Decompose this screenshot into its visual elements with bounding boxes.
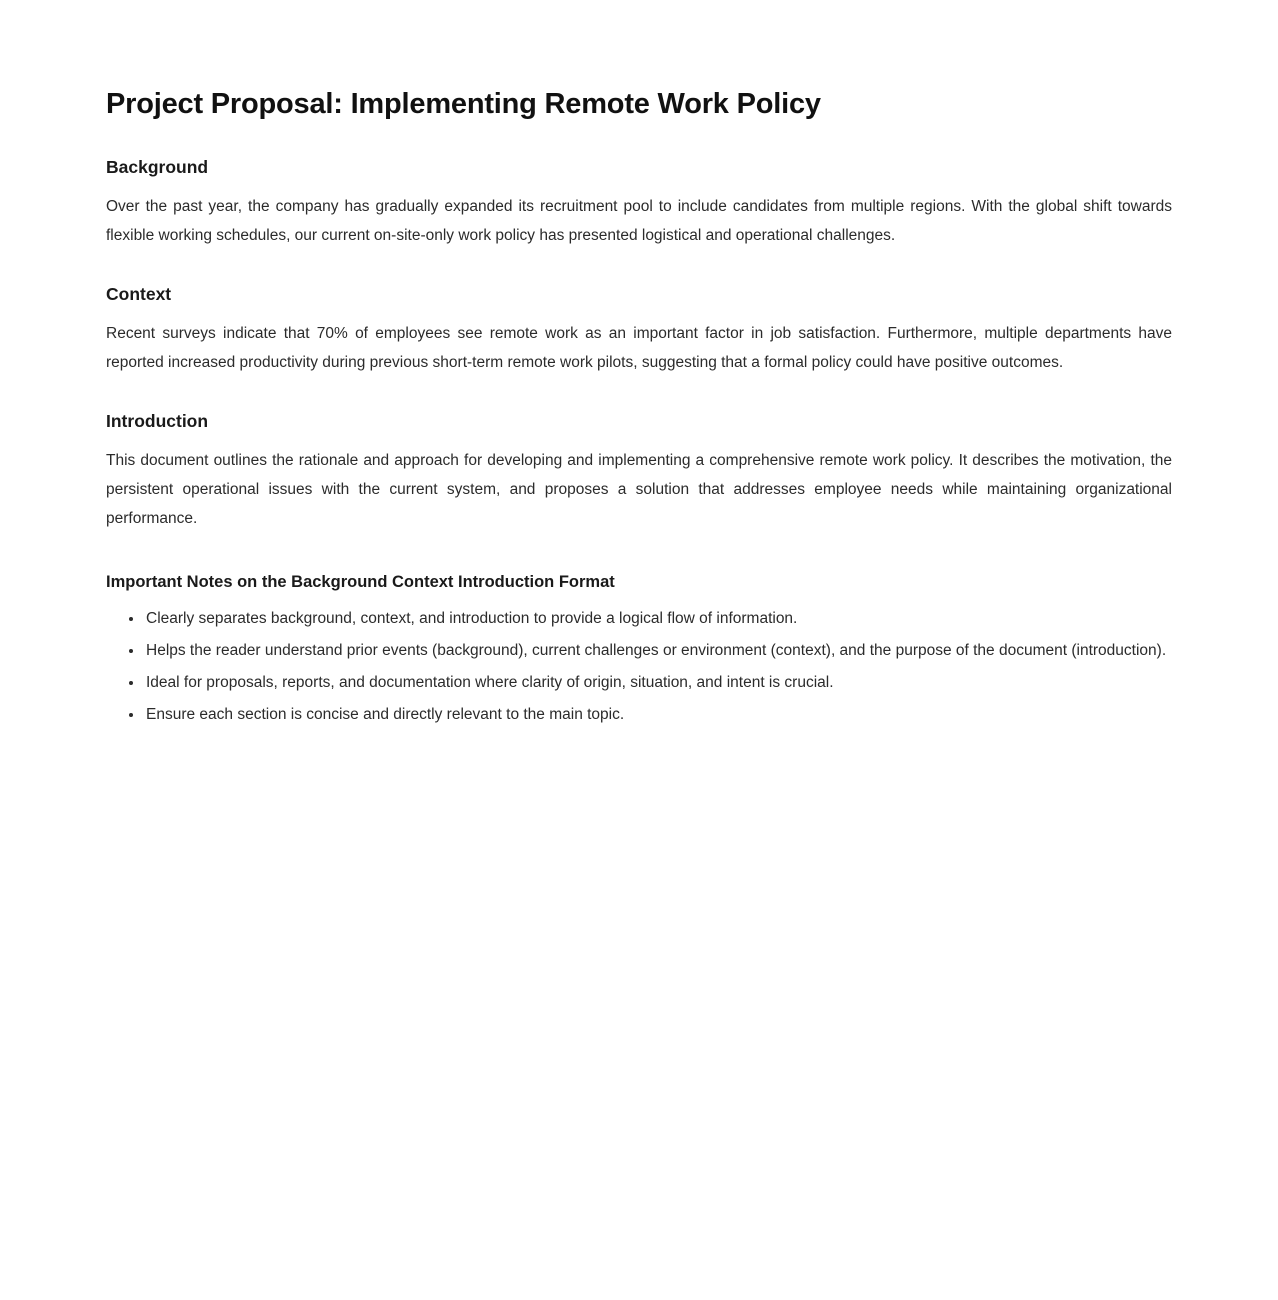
section-context-body: Recent surveys indicate that 70% of employees see remote work as an important factor in job satisfaction. Furthermore, multiple departments have reported increased productivity during previous short-term remote work pilots, suggesting that a formal policy could have positive outcomes. (106, 325, 1172, 371)
notes-heading: Important Notes on the Background Context Introduction Format (106, 573, 615, 591)
notes-list-item: • Helps the reader understand prior events (background), current challenges or environment (context), and the purpose of the document (introduction). (144, 640, 1172, 661)
section-introduction-body: This document outlines the rationale and approach for developing and implementing a comprehensive remote work policy. It describes the motivation, the persistent operational issues with the current system, and proposes a solution that addresses employee needs while maintaining organizational performance. (106, 452, 1172, 527)
section-context-heading: Context (106, 284, 172, 304)
notes-list-item: • Ideal for proposals, reports, and documentation where clarity of origin, situation, and intent is crucial. (144, 672, 1172, 693)
section-background-body: Over the past year, the company has gradually expanded its recruitment pool to include candidates from multiple regions. With the global shift towards flexible working schedules, our current on-site-only work policy has presented logistical and operational challenges. (106, 198, 1172, 244)
section-context (106, 284, 1172, 377)
notes-list (106, 608, 1172, 725)
document-title: Project Proposal: Implementing Remote Work Policy (106, 88, 821, 120)
section-introduction (106, 411, 1172, 533)
notes-list-item: • Ensure each section is concise and directly relevant to the main topic. (144, 704, 1172, 725)
section-background-heading: Background (106, 157, 209, 177)
notes-list-item: • Clearly separates background, context, and introduction to provide a logical flow of information. (144, 608, 1172, 629)
section-background (106, 157, 1172, 250)
section-introduction-heading: Introduction (106, 411, 209, 431)
